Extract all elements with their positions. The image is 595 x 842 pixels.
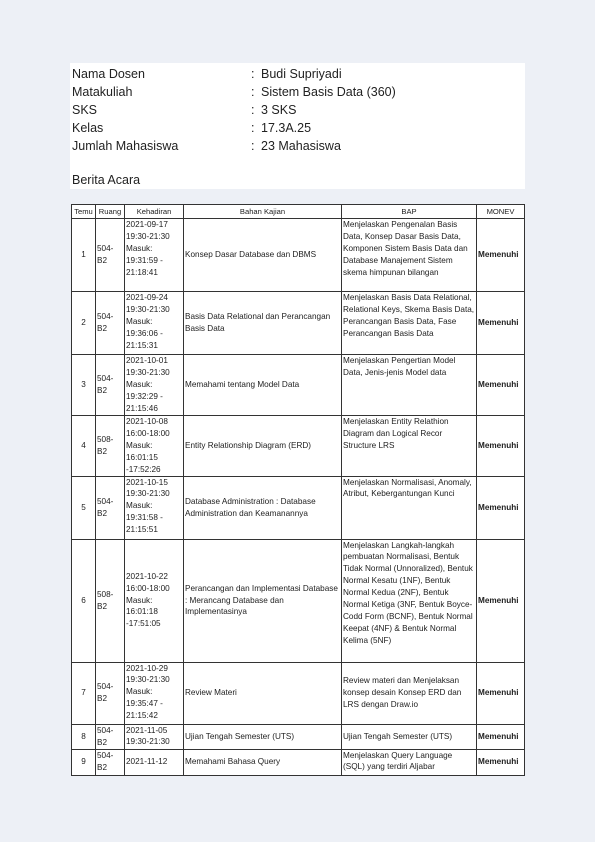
cell-temu: 5 (72, 476, 96, 539)
info-separator: : (251, 85, 255, 99)
cell-temu: 8 (72, 724, 96, 749)
info-separator: : (251, 121, 255, 135)
cell-bahan-kajian: Database Administration : Database Administration dan Keamanannya (184, 476, 342, 539)
info-value: Sistem Basis Data (360) (261, 85, 396, 99)
info-value: 23 Mahasiswa (261, 139, 341, 153)
info-separator: : (251, 103, 255, 117)
header-ruang: Ruang (96, 205, 125, 219)
info-label: SKS (72, 103, 98, 117)
cell-bahan-kajian: Konsep Dasar Database dan DBMS (184, 219, 342, 292)
header-bahan-kajian: Bahan Kajian (184, 205, 342, 219)
cell-bap: Ujian Tengah Semester (UTS) (342, 724, 477, 749)
cell-ruang: 504-B2 (96, 749, 125, 775)
cell-bap: Menjelaskan Normalisasi, Anomaly, Atribut, Kebergantungan Kunci (342, 476, 477, 539)
cell-monev: Memenuhi (477, 476, 525, 539)
cell-kehadiran: 2021-11-05 19:30-21:30 (125, 724, 184, 749)
cell-kehadiran: 2021-10-08 16:00-18:00 Masuk: 16:01:15 -17:52:26 (125, 416, 184, 477)
info-label: Matakuliah (72, 85, 133, 99)
info-row-sks (72, 101, 522, 119)
info-row-jumlah-mahasiswa (72, 137, 522, 155)
cell-kehadiran: 2021-10-22 16:00-18:00 Masuk: 16:01:18 -17:51:05 (125, 539, 184, 662)
table-row (72, 355, 525, 416)
cell-monev: Memenuhi (477, 749, 525, 775)
cell-kehadiran: 2021-09-24 19:30-21:30 Masuk: 19:36:06 - 21:15:31 (125, 292, 184, 355)
info-row-matakuliah (72, 83, 522, 101)
cell-bap: Menjelaskan Basis Data Relational, Relational Keys, Skema Basis Data, Perancangan Basis Data, Fase Perancangan Basis Data (342, 292, 477, 355)
cell-bahan-kajian: Ujian Tengah Semester (UTS) (184, 724, 342, 749)
cell-kehadiran: 2021-10-01 19:30-21:30 Masuk: 19:32:29 - 21:15:46 (125, 355, 184, 416)
cell-ruang: 508-B2 (96, 416, 125, 477)
cell-ruang: 504-B2 (96, 662, 125, 724)
info-value: 17.3A.25 (261, 121, 312, 135)
cell-bahan-kajian: Memahami Bahasa Query (184, 749, 342, 775)
info-label: Kelas (72, 121, 104, 135)
cell-temu: 1 (72, 219, 96, 292)
info-separator: : (251, 139, 255, 153)
table-row (72, 476, 525, 539)
section-title: Berita Acara (72, 173, 141, 187)
cell-temu: 2 (72, 292, 96, 355)
table-row (72, 539, 525, 662)
header-temu: Temu (72, 205, 96, 219)
info-value: Budi Supriyadi (261, 67, 342, 81)
cell-ruang: 504-B2 (96, 219, 125, 292)
table-row (72, 724, 525, 749)
cell-temu: 4 (72, 416, 96, 477)
cell-monev: Memenuhi (477, 416, 525, 477)
cell-bahan-kajian: Entity Relationship Diagram (ERD) (184, 416, 342, 477)
table-header-row (72, 205, 525, 219)
cell-monev: Memenuhi (477, 355, 525, 416)
cell-bap: Review materi dan Menjelaksan konsep desain Konsep ERD dan LRS dengan Draw.io (342, 662, 477, 724)
table-row (72, 292, 525, 355)
header-kehadiran: Kehadiran (125, 205, 184, 219)
info-row-dosen (72, 65, 522, 83)
table-row (72, 416, 525, 477)
cell-bap: Menjelaskan Langkah-langkah pembuatan Normalisasi, Bentuk Tidak Normal (Unnoralized), Bentuk Normal Kesatu (1NF), Bentuk Normal Kedua (2NF), Bentuk Normal Ketiga (3NF, Bentuk Boyce-Codd Form (BCNF), Bentuk Normal Keepat (4NF) & Bentuk Normal Kelima (5NF) (342, 539, 477, 662)
cell-kehadiran: 2021-09-17 19:30-21:30 Masuk: 19:31:59 - 21:18:41 (125, 219, 184, 292)
info-value: 3 SKS (261, 103, 297, 117)
cell-temu: 6 (72, 539, 96, 662)
cell-ruang: 504-B2 (96, 292, 125, 355)
cell-kehadiran: 2021-10-29 19:30-21:30 Masuk: 19:35:47 - 21:15:42 (125, 662, 184, 724)
cell-monev: Memenuhi (477, 662, 525, 724)
lecturer-info-panel (70, 63, 525, 189)
cell-monev: Memenuhi (477, 292, 525, 355)
info-label: Nama Dosen (72, 67, 145, 81)
header-monev: MONEV (477, 205, 525, 219)
cell-bap: Menjelaskan Entity Relathion Diagram dan Logical Recor Structure LRS (342, 416, 477, 477)
cell-temu: 9 (72, 749, 96, 775)
berita-acara-table (71, 204, 525, 776)
cell-bahan-kajian: Basis Data Relational dan Perancangan Basis Data (184, 292, 342, 355)
table-row (72, 662, 525, 724)
cell-ruang: 504-B2 (96, 476, 125, 539)
cell-monev: Memenuhi (477, 724, 525, 749)
cell-temu: 3 (72, 355, 96, 416)
cell-monev: Memenuhi (477, 539, 525, 662)
info-separator: : (251, 67, 255, 81)
header-bap: BAP (342, 205, 477, 219)
cell-temu: 7 (72, 662, 96, 724)
info-label: Jumlah Mahasiswa (72, 139, 179, 153)
cell-ruang: 508-B2 (96, 539, 125, 662)
cell-bap: Menjelaskan Query Language (SQL) yang terdiri Aljabar (342, 749, 477, 775)
cell-kehadiran: 2021-11-12 (125, 749, 184, 775)
cell-ruang: 504-B2 (96, 355, 125, 416)
info-row-kelas (72, 119, 522, 137)
cell-bahan-kajian: Perancangan dan Implementasi Database : Merancang Database dan Implementasinya (184, 539, 342, 662)
cell-ruang: 504-B2 (96, 724, 125, 749)
cell-monev: Memenuhi (477, 219, 525, 292)
table-row (72, 749, 525, 775)
cell-bahan-kajian: Memahami tentang Model Data (184, 355, 342, 416)
cell-kehadiran: 2021-10-15 19:30-21:30 Masuk: 19:31:58 - 21:15:51 (125, 476, 184, 539)
table-row (72, 219, 525, 292)
cell-bap: Menjelaskan Pengertian Model Data, Jenis-jenis Model data (342, 355, 477, 416)
cell-bahan-kajian: Review Materi (184, 662, 342, 724)
cell-bap: Menjelaskan Pengenalan Basis Data, Konsep Dasar Basis Data, Komponen Sistem Basis Data dan Database Manajement Sistem skema himpunan bilangan (342, 219, 477, 292)
